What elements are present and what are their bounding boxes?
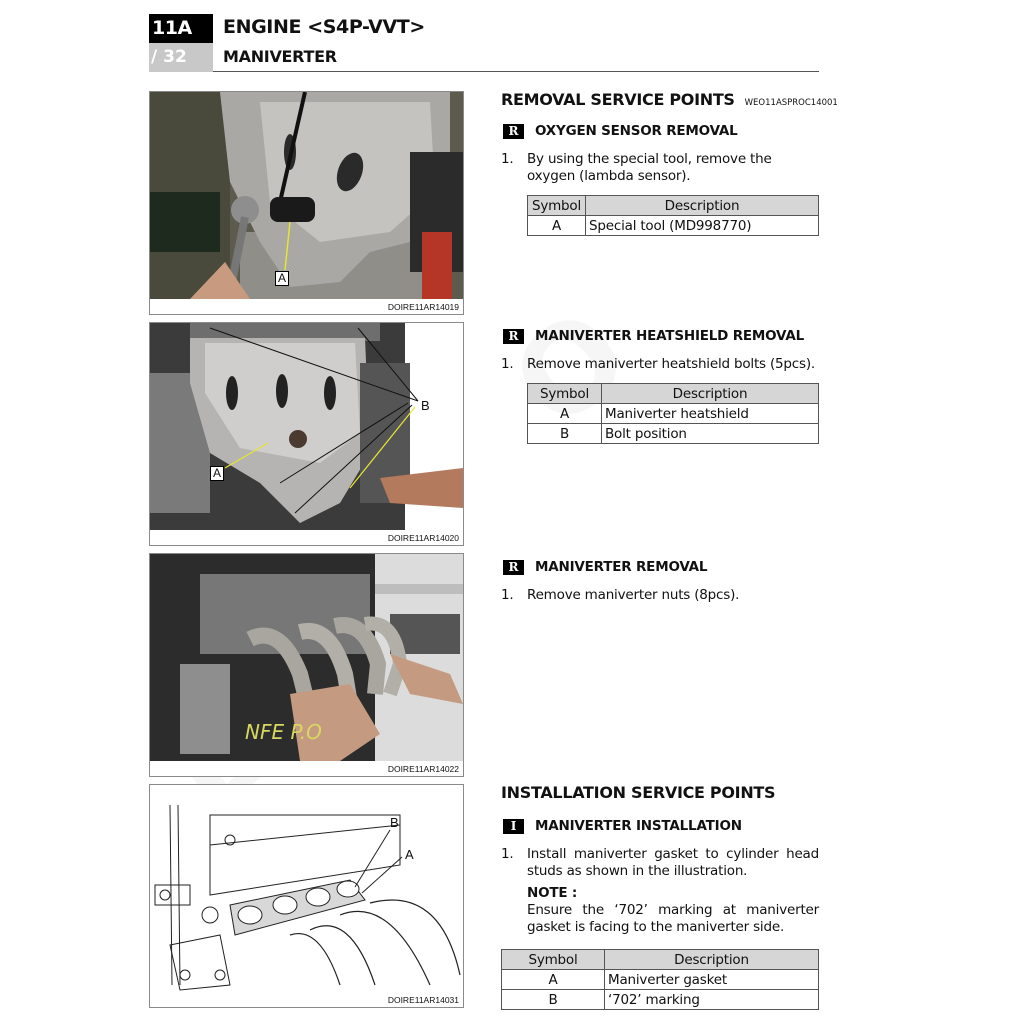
table-cell-description: Maniverter heatshield xyxy=(602,404,819,424)
figure-oxygen-sensor xyxy=(149,91,464,315)
procedure-title: MANIVERTER INSTALLATION xyxy=(535,818,742,834)
page-number: / 32 xyxy=(149,43,213,72)
step-number: 1. xyxy=(501,587,514,603)
procedure-step xyxy=(501,151,819,185)
photo-heatshield-removal xyxy=(150,323,463,530)
note-label: NOTE : xyxy=(527,885,578,901)
page-title: ENGINE <S4P-VVT> xyxy=(223,16,425,38)
figure-heatshield xyxy=(149,322,464,546)
procedure-step xyxy=(501,587,819,604)
header-divider xyxy=(213,71,819,72)
removal-section-heading: REMOVAL SERVICE POINTS xyxy=(501,90,735,109)
callout-label-a: A xyxy=(275,271,289,286)
table-row xyxy=(528,216,819,236)
section-code-badge: 11A xyxy=(149,14,213,43)
table-header-description: Description xyxy=(586,196,819,216)
photo-maniverter-removal xyxy=(150,554,463,761)
removal-badge-icon: R xyxy=(503,560,524,575)
step-number: 1. xyxy=(501,356,514,372)
table-cell-symbol: B xyxy=(528,424,602,444)
figure-caption: DOIRE11AR14022 xyxy=(387,764,459,774)
illustration-gasket-installation xyxy=(150,785,463,992)
callout-label-a: A xyxy=(210,466,224,481)
page-subtitle: MANIVERTER xyxy=(223,47,337,66)
procedure-step xyxy=(501,356,819,373)
step-number: 1. xyxy=(501,151,514,167)
removal-badge-icon: R xyxy=(503,329,524,344)
svg-text:NFE P.O: NFE P.O xyxy=(245,720,322,744)
figure-caption: DOIRE11AR14020 xyxy=(387,533,459,543)
section-reference-code: WEO11ASPROC14001 xyxy=(744,98,838,108)
photo-oxygen-sensor-removal xyxy=(150,92,463,299)
step-text: Install maniverter gasket to cylinder head studs as shown in the illustration. xyxy=(527,846,819,879)
step-number: 1. xyxy=(501,846,514,862)
symbol-table xyxy=(527,195,819,236)
table-row xyxy=(528,424,819,444)
callout-label-b: B xyxy=(390,815,399,830)
table-header-description: Description xyxy=(602,384,819,404)
installation-badge-icon: I xyxy=(503,819,524,834)
table-cell-description: Special tool (MD998770) xyxy=(586,216,819,236)
table-header-description: Description xyxy=(605,950,819,970)
table-cell-symbol: A xyxy=(502,970,605,990)
procedure-title: MANIVERTER HEATSHIELD REMOVAL xyxy=(535,328,805,344)
procedure-oxygen-sensor-removal xyxy=(503,123,738,139)
figure-caption: DOIRE11AR14019 xyxy=(387,302,459,312)
table-cell-symbol: A xyxy=(528,216,586,236)
figure-maniverter-removal xyxy=(149,553,464,777)
figure-caption: DOIRE11AR14031 xyxy=(387,995,459,1005)
callout-label-b: B xyxy=(421,398,430,413)
table-row xyxy=(502,990,819,1010)
table-cell-symbol: A xyxy=(528,404,602,424)
installation-section-title: INSTALLATION SERVICE POINTS xyxy=(501,783,776,802)
procedure-step xyxy=(501,846,819,936)
procedure-maniverter-installation xyxy=(503,818,742,834)
procedure-title: MANIVERTER REMOVAL xyxy=(535,559,708,575)
table-header-symbol: Symbol xyxy=(502,950,605,970)
table-header-symbol: Symbol xyxy=(528,384,602,404)
symbol-table xyxy=(501,949,819,1010)
procedure-title: OXYGEN SENSOR REMOVAL xyxy=(535,123,738,139)
note-text: Ensure the ‘702’ marking at maniverter gasket is facing to the maniverter side. xyxy=(527,902,819,935)
table-cell-description: ‘702’ marking xyxy=(605,990,819,1010)
callout-label-a: A xyxy=(405,847,414,862)
removal-badge-icon: R xyxy=(503,124,524,139)
table-row xyxy=(502,970,819,990)
symbol-table xyxy=(527,383,819,444)
table-cell-symbol: B xyxy=(502,990,605,1010)
table-header-symbol: Symbol xyxy=(528,196,586,216)
table-row xyxy=(528,404,819,424)
step-text: Remove maniverter nuts (8pcs). xyxy=(527,587,740,603)
table-cell-description: Bolt position xyxy=(602,424,819,444)
procedure-heatshield-removal xyxy=(503,328,804,344)
figure-maniverter-installation xyxy=(149,784,464,1008)
removal-section-title xyxy=(501,90,838,109)
step-text: Remove maniverter heatshield bolts (5pcs). xyxy=(527,356,816,372)
table-cell-description: Maniverter gasket xyxy=(605,970,819,990)
step-text: By using the special tool, remove the oxygen (lambda sensor). xyxy=(527,151,772,184)
procedure-maniverter-removal xyxy=(503,559,707,575)
